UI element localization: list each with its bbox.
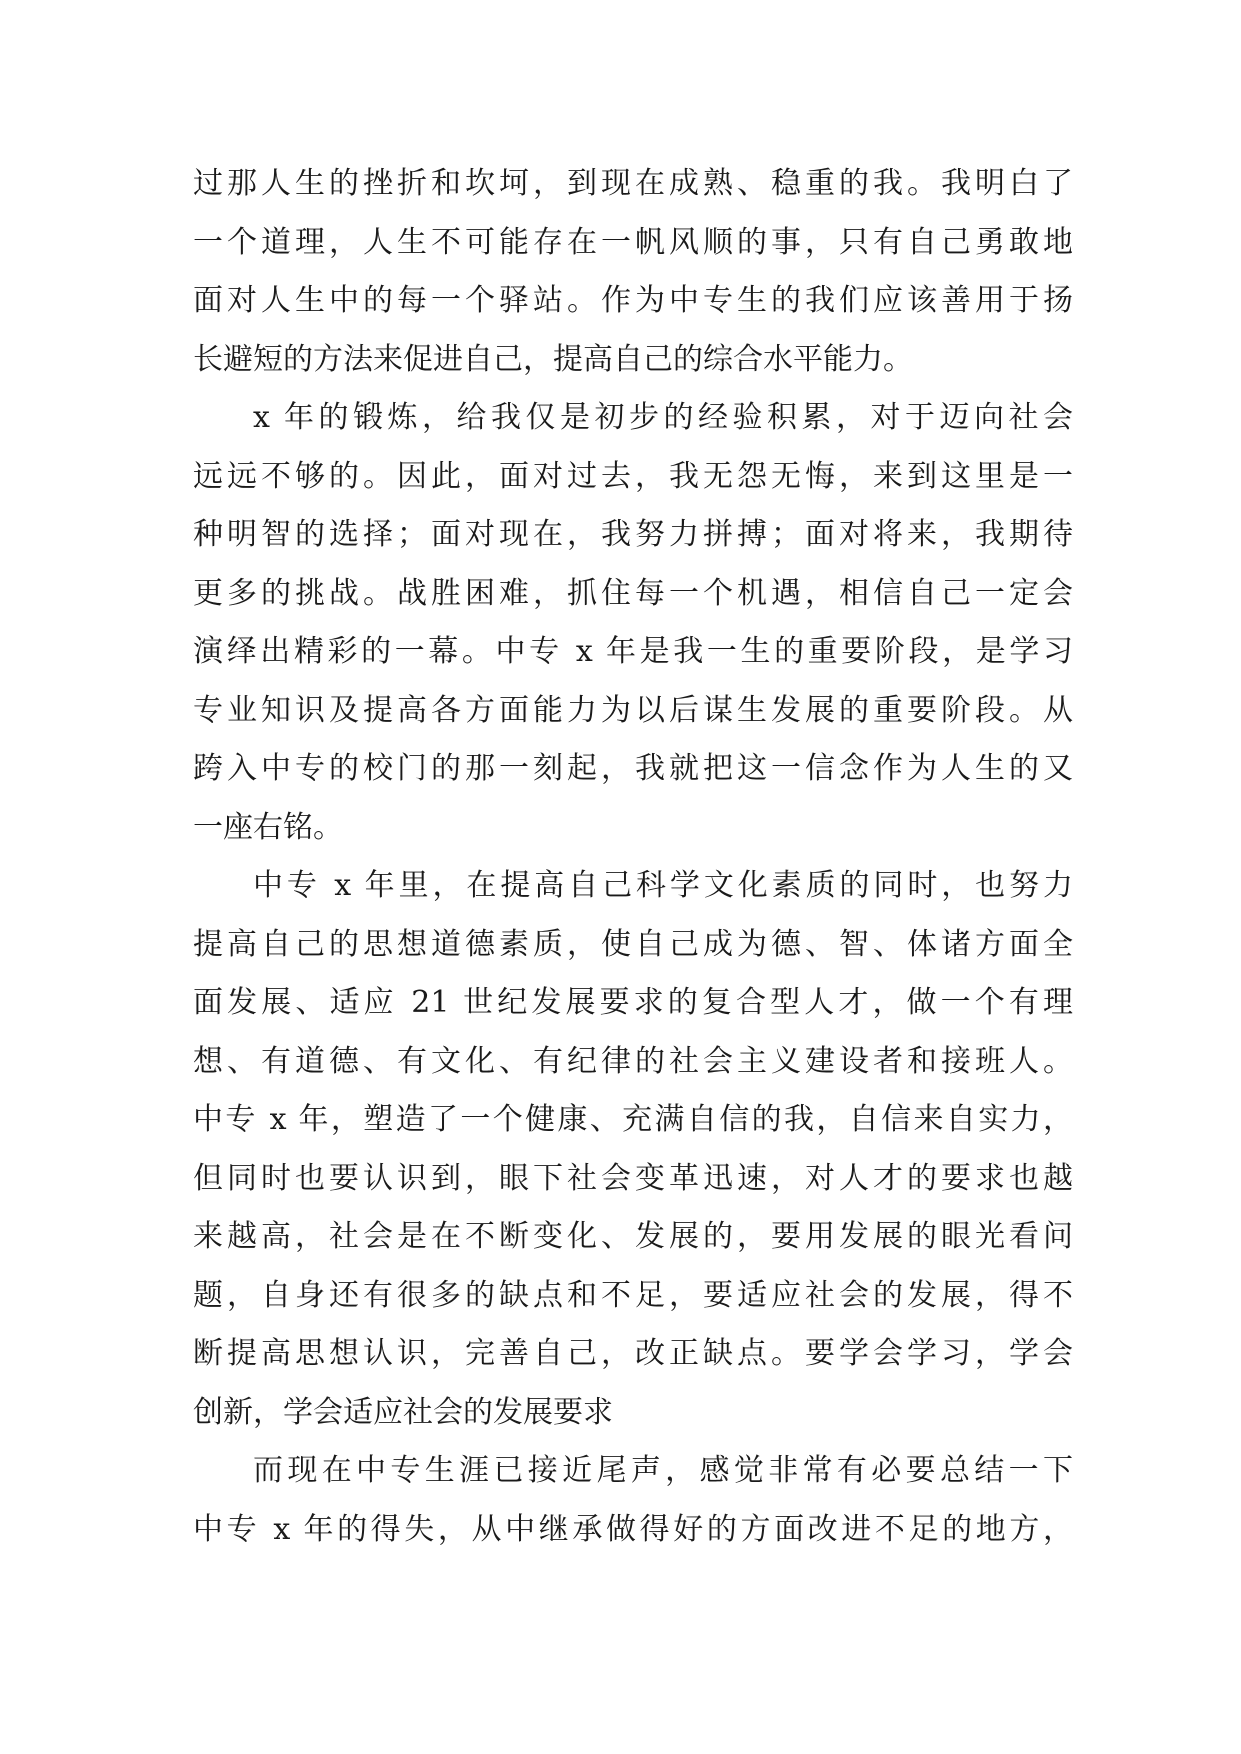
text-line: 一个道理，人生不可能存在一帆风顺的事，只有自己勇敢地 [193,224,1073,260]
text-line: 但同时也要认识到，眼下社会变革迅速，对人才的要求也越 [193,1160,1073,1196]
text-line: 远远不够的。因此，面对过去，我无怨无悔，来到这里是一 [193,458,1073,494]
text-line: 更多的挑战。战胜困难，抓住每一个机遇，相信自己一定会 [193,575,1073,611]
text-line: 来越高，社会是在不断变化、发展的，要用发展的眼光看问 [193,1219,1073,1254]
text-line: 想、有道德、有文化、有纪律的社会主义建设者和接班人。 [193,1043,1073,1079]
text-line: 中专 x 年的得失，从中继承做得好的方面改进不足的地方， [193,1511,1073,1547]
paragraph [193,857,1073,1442]
text-line: x 年的锻炼，给我仅是初步的经验积累，对于迈向社会 [253,400,1073,435]
text-line: 中专 x 年里，在提高自己科学文化素质的同时，也努力 [253,868,1073,903]
paragraph [193,155,1073,389]
text-line: 面对人生中的每一个驿站。作为中专生的我们应该善用于扬 [193,283,1073,318]
text-line: 长避短的方法来促进自己，提高自己的综合水平能力。 [193,341,913,377]
text-line: 断提高思想认识，完善自己，改正缺点。要学会学习，学会 [193,1336,1073,1371]
text-line: 种明智的选择；面对现在，我努力拼搏；面对将来，我期待 [193,517,1073,552]
text-line: 中专 x 年，塑造了一个健康、充满自信的我，自信来自实力， [193,1102,1073,1137]
text-line: 演绎出精彩的一幕。中专 x 年是我一生的重要阶段，是学习 [193,634,1073,669]
text-line: 而现在中专生涯已接近尾声，感觉非常有必要总结一下 [253,1453,1073,1488]
text-line: 跨入中专的校门的那一刻起，我就把这一信念作为人生的又 [193,751,1073,786]
text-line: 题，自身还有很多的缺点和不足，要适应社会的发展，得不 [193,1277,1073,1313]
paragraph [193,1442,1073,1559]
text-line: 提高自己的思想道德素质，使自己成为德、智、体诸方面全 [193,926,1073,962]
document-body [193,155,1073,1559]
text-line: 一座右铭。 [193,809,343,845]
text-line: 创新，学会适应社会的发展要求 [193,1394,613,1430]
text-line: 专业知识及提高各方面能力为以后谋生发展的重要阶段。从 [193,692,1073,728]
text-line: 过那人生的挫折和坎坷，到现在成熟、稳重的我。我明白了 [193,166,1073,201]
paragraph [193,389,1073,857]
text-line: 面发展、适应 21 世纪发展要求的复合型人才，做一个有理 [193,985,1073,1020]
